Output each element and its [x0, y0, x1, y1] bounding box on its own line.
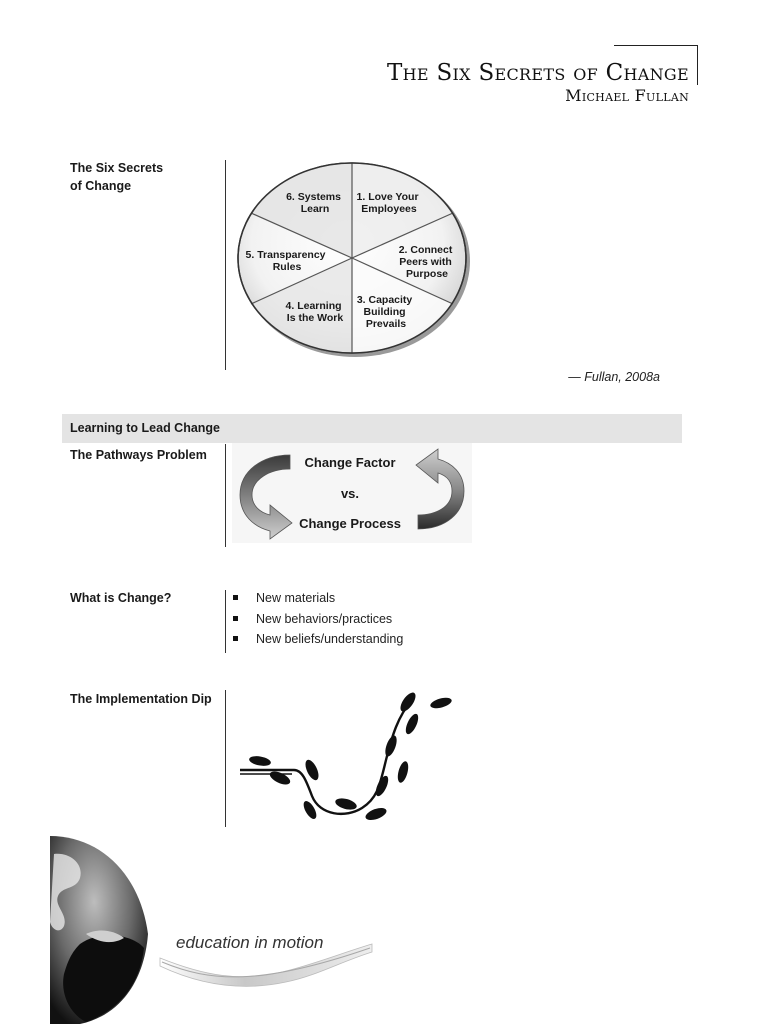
- dip-curve: [240, 700, 412, 814]
- education-in-motion-logo: [40, 834, 380, 1024]
- change-factor-text: Change Factor: [304, 455, 396, 470]
- list-item: New behaviors/practices: [233, 610, 403, 631]
- what-is-change-label: What is Change?: [70, 591, 172, 605]
- list-item: New materials: [233, 589, 403, 610]
- six-secrets-label-line-2: of Change: [70, 179, 132, 193]
- secret-5-label: 5. Transparency Rules: [245, 249, 326, 273]
- pathways-label: The Pathways Problem: [70, 448, 207, 462]
- six-secrets-label-line-1: The Six Secrets: [70, 161, 164, 175]
- logo-text: education in motion: [176, 933, 324, 952]
- versus-text: vs.: [340, 486, 360, 501]
- corner-rule-horizontal: [614, 45, 698, 46]
- pathways-divider: [225, 444, 226, 547]
- citation: — Fullan, 2008a: [568, 370, 660, 384]
- secret-3-label: 3. Capacity Building Prevails: [356, 294, 413, 330]
- what-is-change-divider: [225, 590, 226, 653]
- footprint-icons: [248, 690, 452, 822]
- bullet-icon: [233, 595, 238, 600]
- section-bar-title: Learning to Lead Change: [70, 421, 221, 435]
- secret-2-label: 2. Connect Peers with Purpose: [398, 244, 453, 280]
- implementation-dip-label: The Implementation Dip: [70, 692, 212, 706]
- document-title: The Six Secrets of Change: [386, 60, 689, 86]
- implementation-dip-illustration: [236, 688, 456, 828]
- change-process-text: Change Process: [299, 516, 401, 531]
- document-author: Michael Fullan: [565, 86, 689, 105]
- corner-rule-vertical: [697, 45, 698, 85]
- section-bar: [62, 414, 682, 443]
- six-secrets-wheel: [232, 158, 482, 368]
- implementation-dip-divider: [225, 690, 226, 827]
- secret-4-label: 4. Learning Is the Work: [285, 300, 344, 324]
- change-factor-diagram: [232, 443, 477, 548]
- secret-1-label: 1. Love Your Employees: [356, 191, 419, 215]
- bullet-icon: [233, 636, 238, 641]
- six-secrets-label: [70, 159, 163, 195]
- list-item: New beliefs/understanding: [233, 630, 403, 651]
- six-secrets-divider: [225, 160, 226, 370]
- secret-6-label: 6. Systems Learn: [286, 191, 341, 215]
- what-is-change-list: [233, 589, 403, 651]
- bullet-icon: [233, 616, 238, 621]
